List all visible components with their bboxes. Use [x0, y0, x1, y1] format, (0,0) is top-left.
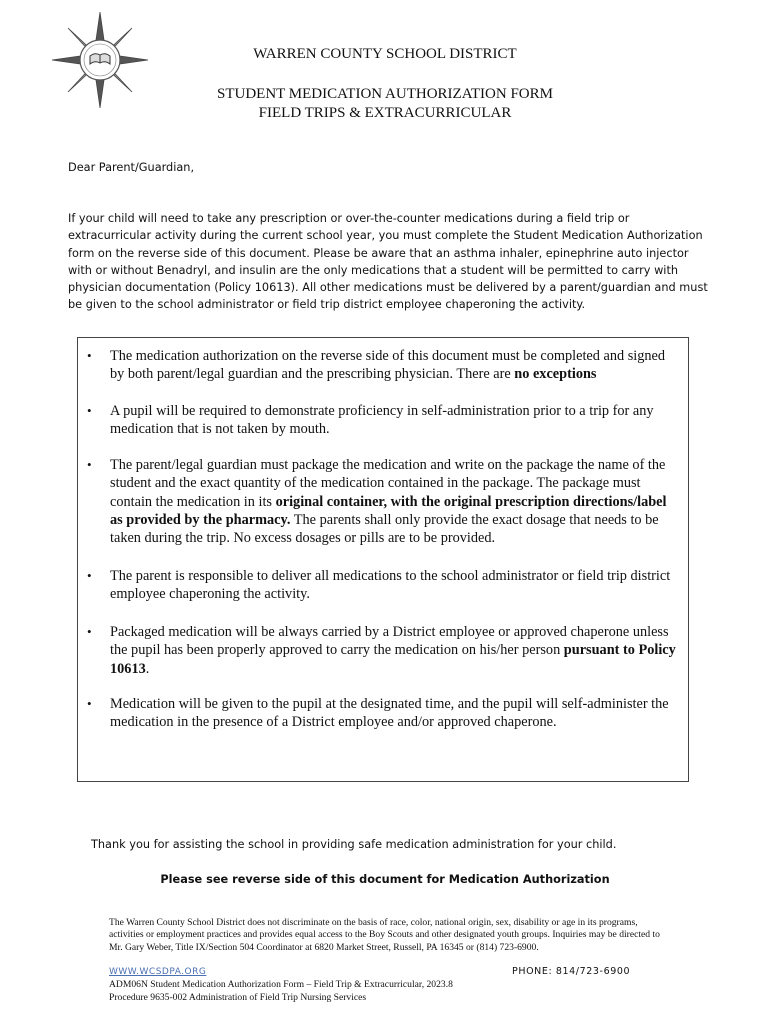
website-link[interactable]: WWW.WCSDPA.ORG [109, 967, 207, 977]
rule-text-part: The medication authorization on the reverse side of this document must be completed and signed by both parent/legal guardian and the prescribing physician. There are [110, 348, 666, 383]
bullet-icon: • [87, 696, 92, 711]
rule-text: A pupil will be required to demonstrate proficiency in self-administration prior to a trip for any medication that is not taken by mouth. [110, 403, 654, 438]
bullet-icon: • [87, 457, 92, 472]
rule-emphasis: original container, with the original prescription directions/label as provided by the pharmacy. [110, 493, 667, 528]
rule-emphasis: no exceptions [514, 366, 597, 383]
rule-text [110, 347, 678, 384]
reverse-side-note: Please see reverse side of this document for Medication Authorization [160, 873, 610, 886]
rule-text-part: . [145, 660, 150, 677]
rule-text: The parent is responsible to deliver all medications to the school administrator or field trip district employee chaperoning the activity. [110, 568, 671, 603]
rule-text [110, 456, 678, 547]
rule-text: Medication will be given to the pupil at the designated time, and the pupil will self-administer the medication in the presence of a District employee and/or approved chaperone. [110, 696, 669, 731]
bullet-icon: • [87, 568, 92, 583]
form-title: STUDENT MEDICATION AUTHORIZATION FORM [217, 86, 553, 102]
district-name: WARREN COUNTY SCHOOL DISTRICT [253, 46, 517, 62]
form-subtitle: FIELD TRIPS & EXTRACURRICULAR [258, 105, 512, 121]
thank-you-note: Thank you for assisting the school in providing safe medication administration for your child. [91, 838, 617, 851]
rule-item [78, 456, 678, 547]
rule-text-part: The parents shall only provide the exact dosage that needs to be taken during the trip. No excess dosages or pills are to be provided. [110, 511, 659, 547]
rules-box [77, 337, 689, 782]
bullet-icon: • [87, 348, 92, 363]
rule-item [78, 623, 678, 678]
phone-number: PHONE: 814/723-6900 [512, 966, 631, 977]
rule-emphasis: pursuant to Policy 10613 [110, 642, 676, 677]
form-code: ADM06N Student Medication Authorization Form – Field Trip & Extracurricular, 2023.8 [109, 979, 453, 990]
rule-item [78, 347, 678, 384]
procedure-reference: Procedure 9635-002 Administration of Field Trip Nursing Services [109, 992, 367, 1003]
rule-item [78, 402, 678, 439]
intro-paragraph: If your child will need to take any prescription or over-the-counter medications during a field trip or extracurricular activity during the current school year, you must complete the Student Medication Authorization form on the reverse side of this document. Please be aware that an asthma inhaler, epinephrine auto injector with or without Benadryl, and insulin are the only medications that a student will be permitted to carry with physician documentation (Policy 10613). All other medications must be delivered by a parent/guardian and must be given to the school administrator or field trip district employee chaperoning the activity. [68, 212, 708, 312]
rule-text [110, 623, 678, 678]
bullet-icon: • [87, 403, 92, 418]
rule-item [78, 567, 678, 604]
rule-text-part: The parent/legal guardian must package the medication and write on the package the name of the student and the exact quantity of the medication contained in the package. The package must contain the medication in its [110, 457, 666, 510]
greeting: Dear Parent/Guardian, [68, 161, 195, 174]
bullet-icon: • [87, 624, 92, 639]
nondiscrimination-disclaimer: The Warren County School District does not discriminate on the basis of race, color, national origin, sex, disability or age in its programs, activities or employment practices and provides equal access to the Boy Scouts and other designated youth groups. Inquiries may be directed to Mr. Gary Weber, Title IX/Section 504 Coordinator at 6820 Market Street, Russell, PA 16345 or (814) 723-6900. [109, 917, 660, 953]
rule-text-part: Packaged medication will be always carried by a District employee or approved chaperone unless the pupil has been properly approved to carry the medication on his/her person [110, 624, 669, 659]
rule-item [78, 695, 678, 732]
